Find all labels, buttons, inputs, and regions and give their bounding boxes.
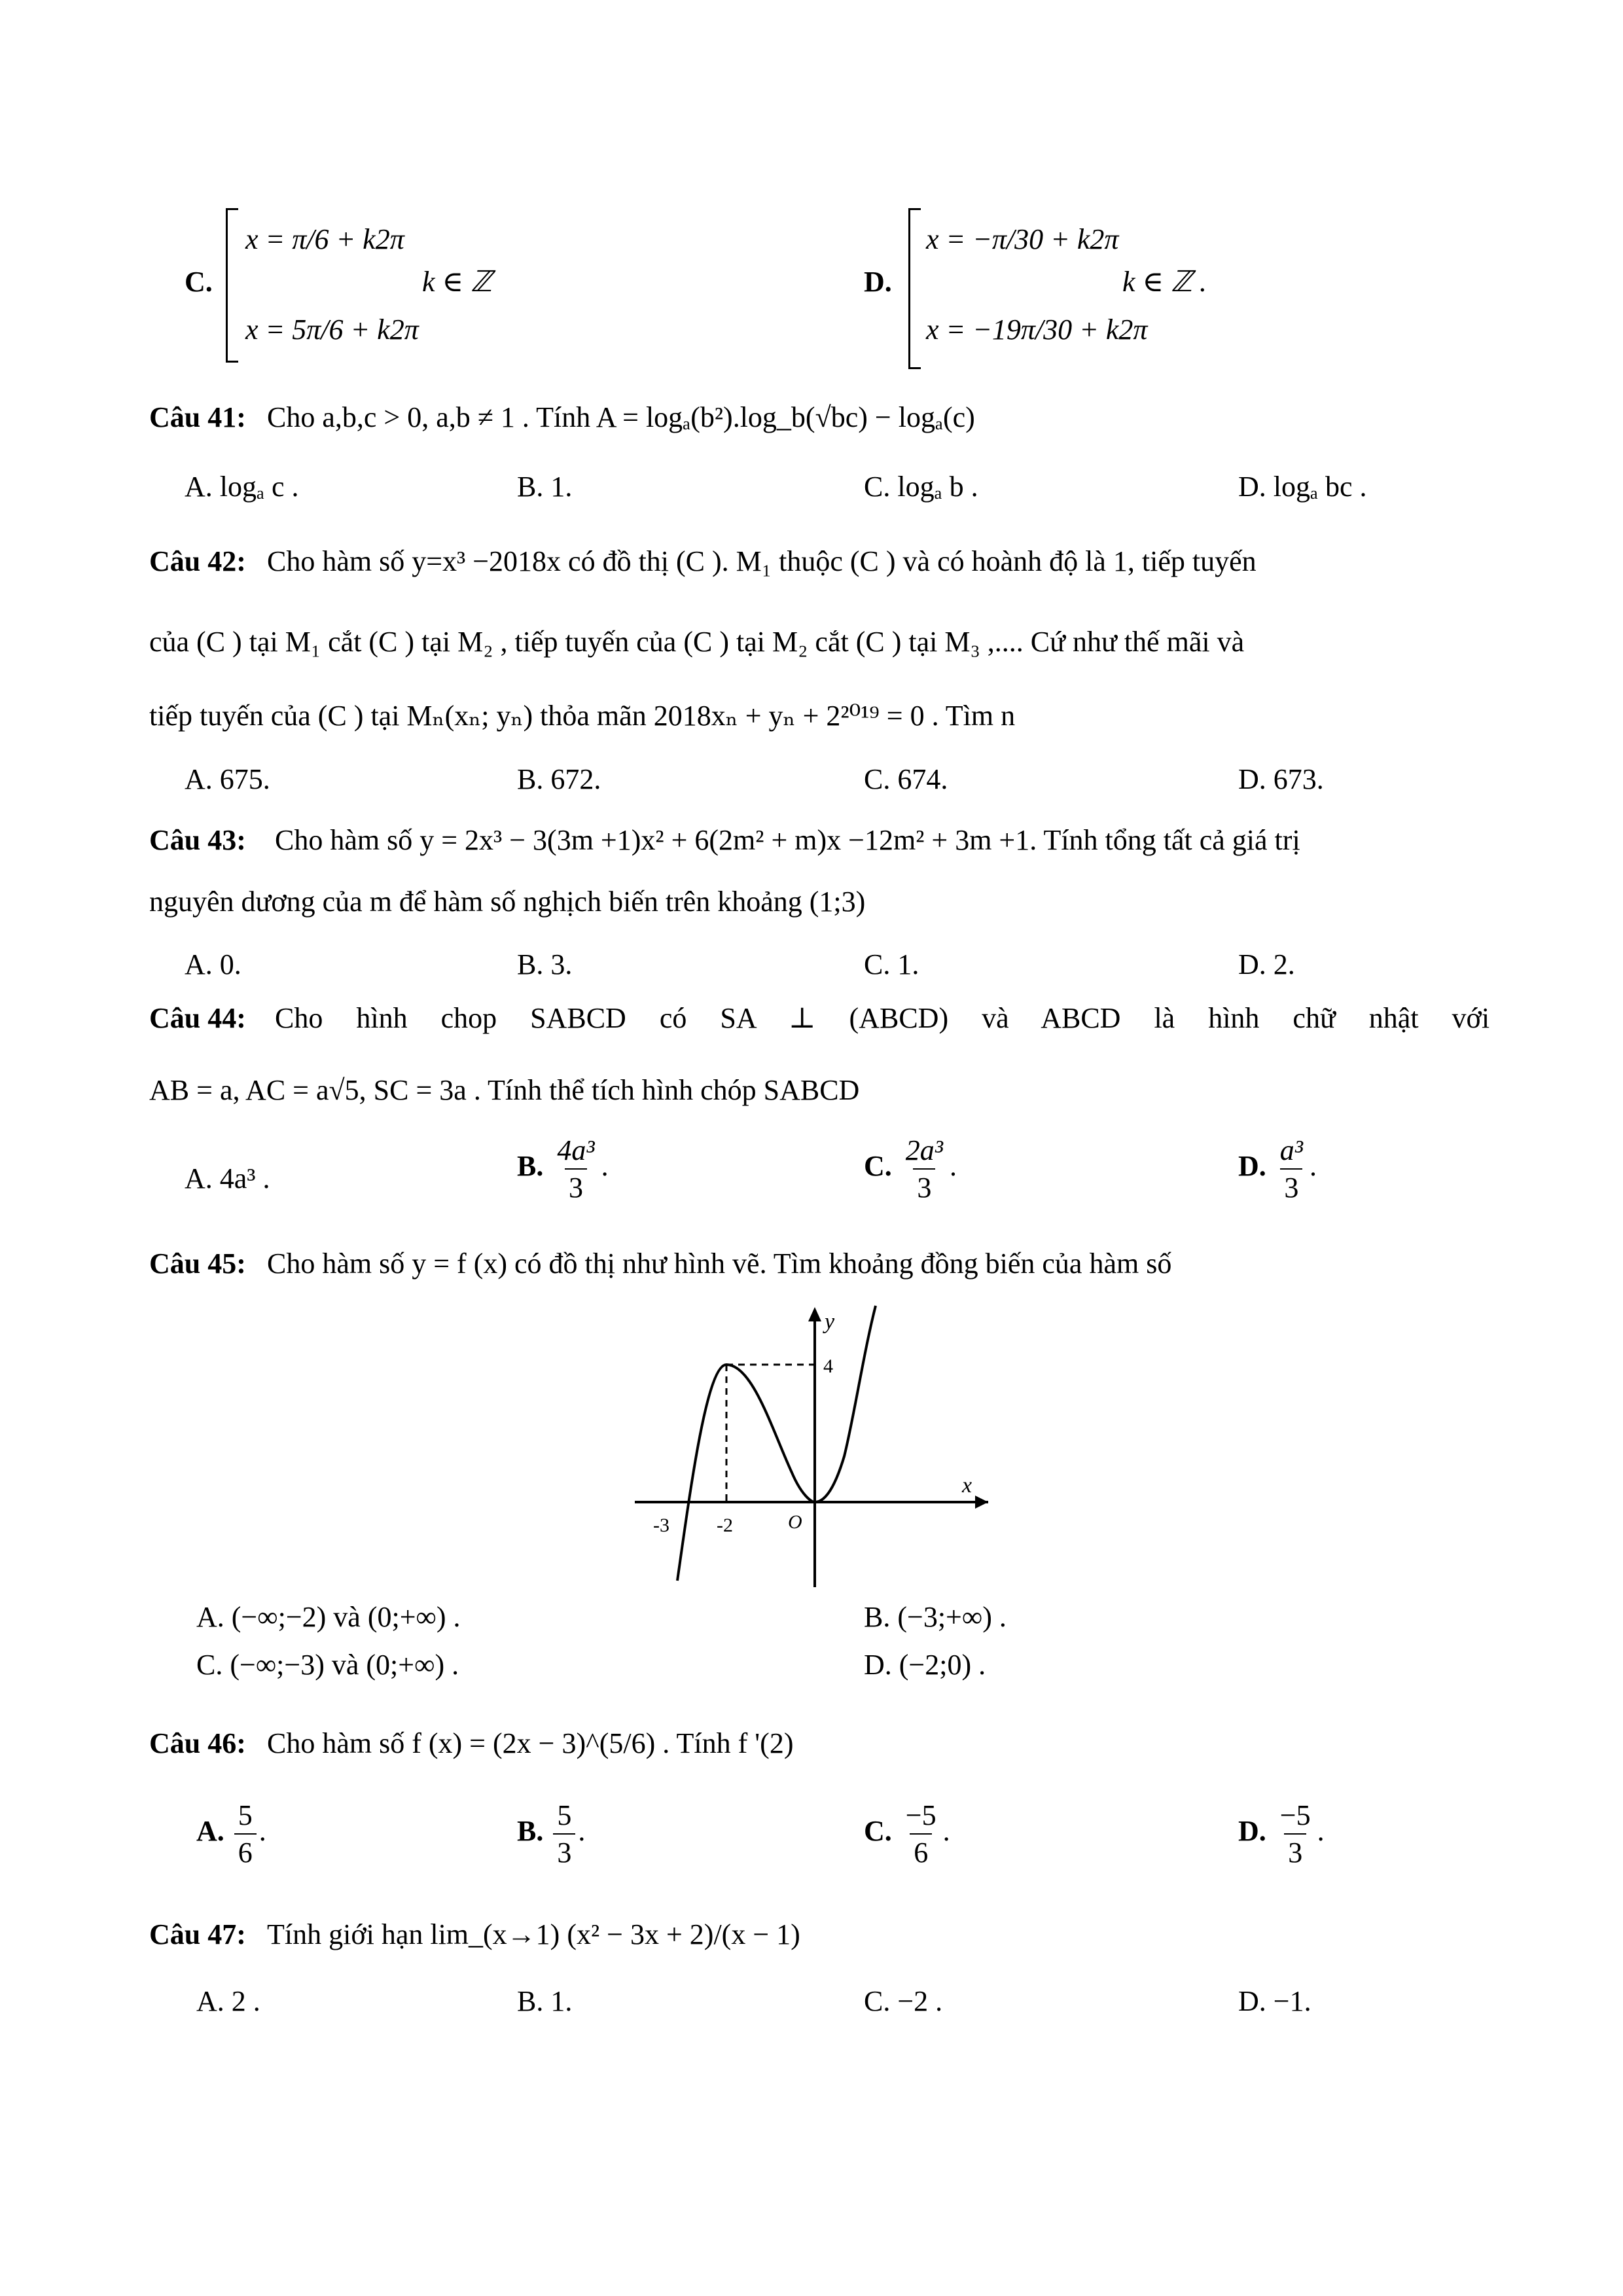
q44-option-c-denominator: 3 [913,1168,935,1204]
q40-option-c-bracket [226,208,238,363]
q44-option-d-denominator: 3 [1280,1168,1302,1204]
q45-option-d: D. (−2;0) . [864,1649,986,1681]
q44-option-d-label: D. [1238,1150,1266,1183]
graph-y-tick-4: 4 [823,1355,833,1377]
q46-label: Câu 46: [149,1727,246,1759]
q46-option-a [196,1799,266,1869]
q46-option-a-dot: . [259,1815,266,1848]
q44-option-d [1238,1134,1317,1204]
q46-option-a-numerator: 5 [238,1799,253,1831]
q46-option-d [1238,1799,1325,1869]
q46-text: Cho hàm số f (x) = (2x − 3)^(5/6) . Tính f '(2) [267,1727,794,1759]
q46-option-c-denominator: 6 [910,1833,932,1869]
q41-option-b: B. 1. [517,471,573,503]
q40-option-c-condition: k ∈ ℤ [422,266,492,298]
q40-option-d-condition: k ∈ ℤ . [1122,266,1207,298]
q46-option-c [864,1799,950,1869]
q44-option-c-numerator: 2a³ [905,1134,943,1166]
q44-option-b-denominator: 3 [565,1168,587,1204]
q46-option-a-label: A. [196,1815,224,1848]
q44-line1: Cho hình chop SABCD có SA ⊥ (ABCD) và ABCD là hình chữ nhật với [275,1002,1490,1034]
q44-option-b-label: B. [517,1150,544,1183]
q46-option-d-label: D. [1238,1815,1266,1848]
q43-option-c: C. 1. [864,948,919,980]
q40-option-c-line1: x = π/6 + k2π [245,223,404,255]
q44-option-d-dot: . [1309,1150,1317,1183]
q44-option-b-dot: . [601,1150,609,1183]
q40-option-d-line2: x = −19π/30 + k2π [926,314,1148,346]
q42-option-c: C. 674. [864,763,948,795]
graph-curve [677,1306,876,1581]
graph-y-arrow [808,1307,821,1321]
q44-option-a: A. 4a³ . [185,1162,270,1194]
q46-option-b-label: B. [517,1815,544,1848]
q46-option-b-denominator: 3 [553,1833,575,1869]
q47-option-c: C. −2 . [864,1985,943,2017]
q45-label: Câu 45: [149,1247,246,1280]
q42-label: Câu 42: [149,545,246,577]
graph-x-arrow [975,1496,988,1509]
q47-label: Câu 47: [149,1918,246,1950]
q42-option-b: B. 672. [517,763,601,795]
q44-option-b [517,1134,609,1204]
q40-option-c-line2: x = 5π/6 + k2π [245,314,419,346]
q45-option-c: C. (−∞;−3) và (0;+∞) . [196,1649,459,1681]
q43-option-b: B. 3. [517,948,573,980]
q41-option-a: A. logₐ c . [185,471,299,503]
q43-line1: Cho hàm số y = 2x³ − 3(3m +1)x² + 6(2m² + m)x −12m² + 3m +1. Tính tổng tất cả giá trị [275,824,1300,856]
graph-x-label: x [962,1473,972,1498]
q43-option-d: D. 2. [1238,948,1295,980]
q42-line2: của (C ) tại M₁ cắt (C ) tại M₂ , tiếp tuyến của (C ) tại M₂ cắt (C ) tại M₃ ,.... Cứ như thế mãi và [149,626,1245,658]
q44-label: Câu 44: [149,1002,246,1034]
q44-option-c-label: C. [864,1150,892,1183]
q46-option-b [517,1799,585,1869]
q45-option-b: B. (−3;+∞) . [864,1601,1007,1633]
q46-option-c-numerator: −5 [905,1799,936,1831]
q41-option-c: C. logₐ b . [864,471,978,503]
q44-option-c-dot: . [949,1150,957,1183]
q44-option-d-numerator: a³ [1279,1134,1303,1166]
q43-label: Câu 43: [149,824,246,856]
q40-option-c-label: C. [185,266,213,298]
q42-line1: Cho hàm số y=x³ −2018x có đồ thị (C ). M₁ thuộc (C ) và có hoành độ là 1, tiếp tuyến [267,545,1257,577]
q46-option-c-label: C. [864,1815,892,1848]
graph-x-tick-neg3: -3 [653,1515,669,1536]
q47-text: Tính giới hạn lim_(x→1) (x² − 3x + 2)/(x − 1) [267,1918,800,1950]
q42-option-d: D. 673. [1238,763,1324,795]
q42-option-a: A. 675. [185,763,270,795]
q45-graph [628,1299,995,1587]
q46-option-b-dot: . [578,1815,586,1848]
q44-option-b-numerator: 4a³ [557,1134,595,1166]
graph-origin-label: O [788,1511,802,1533]
q41-label: Câu 41: [149,401,246,433]
q44-option-c [864,1134,957,1204]
q46-option-d-dot: . [1317,1815,1325,1848]
q44-line2: AB = a, AC = a√5, SC = 3a . Tính thể tích hình chóp SABCD [149,1074,860,1106]
q46-option-b-numerator: 5 [557,1799,572,1831]
q45-text: Cho hàm số y = f (x) có đồ thị như hình vẽ. Tìm khoảng đồng biến của hàm số [267,1247,1172,1280]
q46-option-d-denominator: 3 [1284,1833,1306,1869]
q47-option-b: B. 1. [517,1985,573,2017]
q43-option-a: A. 0. [185,948,241,980]
q46-option-a-denominator: 6 [234,1833,257,1869]
q40-option-d-line1: x = −π/30 + k2π [926,223,1119,255]
q42-line3: tiếp tuyến của (C ) tại Mₙ(xₙ; yₙ) thỏa mãn 2018xₙ + yₙ + 2²⁰¹⁹ = 0 . Tìm n [149,700,1016,732]
graph-x-tick-neg2: -2 [717,1515,733,1536]
q40-option-d-label: D. [864,266,892,298]
graph-y-label: y [825,1310,835,1334]
q47-option-a: A. 2 . [196,1985,260,2017]
q46-option-d-numerator: −5 [1279,1799,1311,1831]
q41-text: Cho a,b,c > 0, a,b ≠ 1 . Tính A = logₐ(b²).log_b(√bc) − logₐ(c) [267,401,975,433]
q46-option-c-dot: . [942,1815,950,1848]
q45-option-a: A. (−∞;−2) và (0;+∞) . [196,1601,461,1633]
q41-option-d: D. logₐ bc . [1238,471,1367,503]
q47-option-d: D. −1. [1238,1985,1311,2017]
q43-line2: nguyên dương của m để hàm số nghịch biến trên khoảng (1;3) [149,886,866,918]
q40-option-d-bracket [908,208,921,369]
